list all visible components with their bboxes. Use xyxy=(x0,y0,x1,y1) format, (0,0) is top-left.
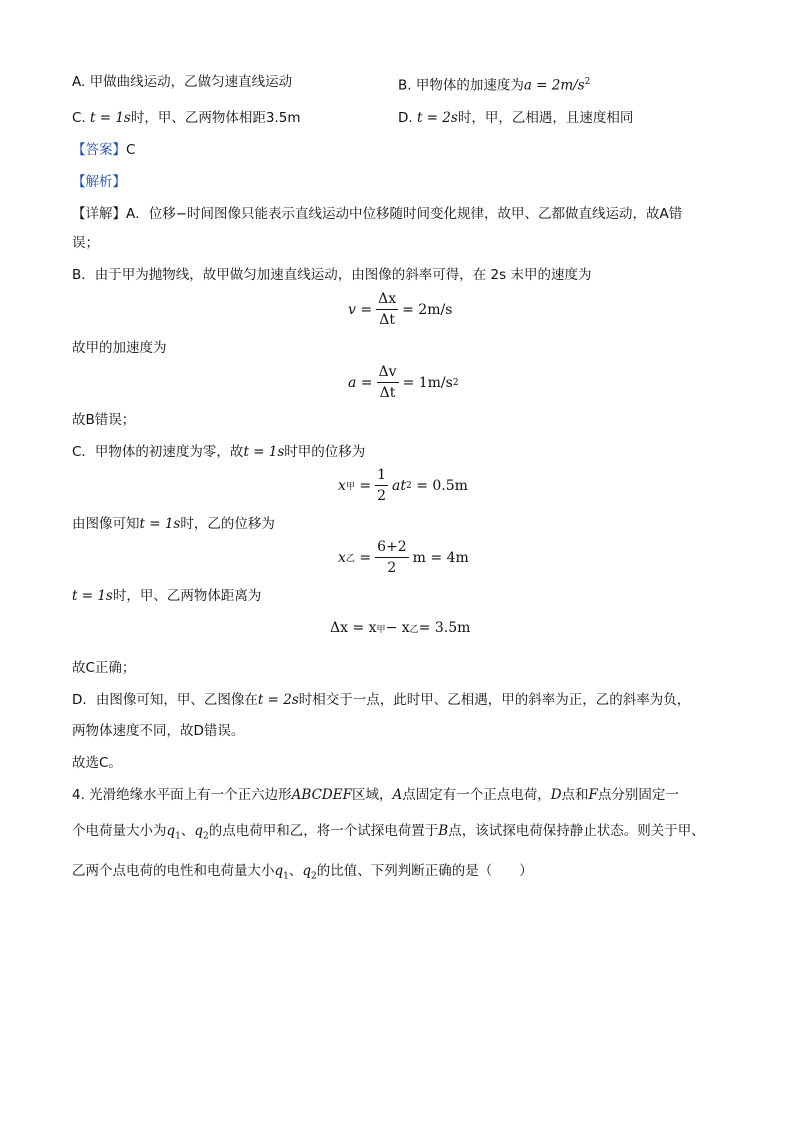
explain-c-line3: t = 1s时，甲、乙两物体距离为 xyxy=(72,588,262,604)
analysis-heading: 【解析】 xyxy=(72,174,126,190)
option-b: B. 甲物体的加速度为$a = 2m/s^2$ xyxy=(398,77,591,94)
explain-c-line1: C．甲物体的初速度为零，故t = 1s时甲的位移为 xyxy=(72,444,366,460)
explain-d-line2: 两物体速度不同，故D错误。 xyxy=(72,723,245,739)
question4-line3: 乙两个点电荷的电性和电荷量大小$q_1$、$q_2$的比值、下列判断正确的是（ ） xyxy=(72,863,533,882)
question4-line2: 个电荷量大小为$q_1$、$q_2$的点电荷甲和乙，将一个试探电荷置于B点，该试探电荷保持静止状态。则关于甲、 xyxy=(72,823,705,842)
question4-line1: 4. 光滑绝缘水平面上有一个正六边形ABCDEF区域，A点固定有一个正点电荷，D点和F点分别固定一 xyxy=(72,787,679,803)
option-d: D. t = 2s时，甲，乙相遇，且速度相同 xyxy=(398,110,634,126)
explain-a-line2: 误； xyxy=(72,235,99,251)
explain-a-line1: 【详解】A．位移−时间图像只能表示直线运动中位移随时间变化规律，故甲、乙都做直线运动，故A错 xyxy=(72,206,683,222)
explain-b-line3: 故B错误； xyxy=(72,412,136,428)
explain-c-line2: 由图像可知t = 1s时，乙的位移为 xyxy=(72,516,275,532)
conclusion: 故选C。 xyxy=(72,755,122,771)
equation-distance: Δx = x 甲 − x 乙 = 3.5m xyxy=(330,620,471,636)
explain-c-line4: 故C正确； xyxy=(72,660,136,676)
equation-velocity: v = $\frac{\Delta x}{\Delta t}$ = 2m/s xyxy=(348,291,453,328)
explain-b-line2: 故甲的加速度为 xyxy=(72,340,167,356)
explain-d-line1: D．由图像可知，甲、乙图像在t = 2s时相交于一点，此时甲、乙相遇，甲的斜率为正，乙的斜率为负， xyxy=(72,692,691,708)
explain-b-line1: B．由于甲为抛物线，故甲做匀加速直线运动，由图像的斜率可得，在 2s 末甲的速度为 xyxy=(72,267,592,283)
option-a: A. 甲做曲线运动，乙做匀速直线运动 xyxy=(72,74,293,90)
equation-displacement-jia: x 甲 = $\frac{1}{2}$ at 2 = 0.5m xyxy=(338,467,468,504)
answer-line: 【答案】C xyxy=(72,142,136,158)
equation-acceleration: a = $\frac{\Delta v}{\Delta t}$ = 1m/s 2 xyxy=(348,364,459,401)
option-c: C. t = 1s时，甲、乙两物体相距3.5m xyxy=(72,110,301,126)
equation-displacement-yi: x 乙 = $\frac{6+2}{2}$ m = 4m xyxy=(338,539,469,576)
